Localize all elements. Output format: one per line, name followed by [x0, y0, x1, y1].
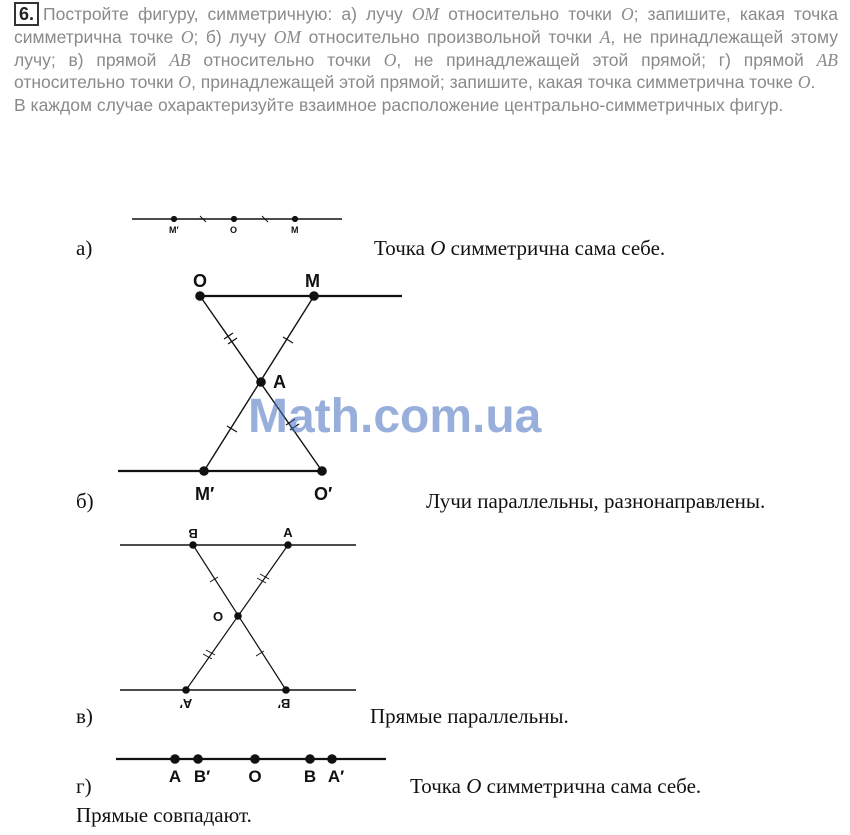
- task-var: O: [620, 4, 634, 24]
- point-a-prime: [183, 687, 190, 694]
- task-paragraph-2: В каждом случае охарактеризуйте взаимное расположение центрально-симметричных фигур.: [14, 94, 784, 115]
- figure-v: [120, 542, 356, 694]
- task-var: OM: [273, 27, 301, 47]
- label-m: M: [291, 225, 299, 235]
- answer-b-label: б): [76, 489, 94, 513]
- point-m-prime: [200, 467, 209, 476]
- task-var: AB: [169, 49, 191, 70]
- label-a: A: [273, 372, 286, 392]
- task-var: OM: [411, 4, 440, 24]
- label-o: O: [212, 609, 224, 624]
- label-a: A: [168, 767, 182, 786]
- label-a-prime: A′: [179, 696, 193, 711]
- answer-a-text: Точка O симметрична сама себе.: [374, 236, 666, 260]
- point-o: [251, 755, 260, 764]
- point-a: [257, 378, 266, 387]
- point-m: [310, 292, 319, 301]
- point-m: [292, 216, 297, 221]
- point-o: [196, 292, 205, 301]
- task-text: относительно точки: [190, 49, 384, 70]
- task-var: O: [180, 27, 194, 47]
- point-b-prime: [194, 755, 203, 764]
- answer-g-line2: Прямые совпадают.: [76, 803, 252, 827]
- answer-g-text: Точка O симметрична сама себе.: [410, 774, 702, 798]
- task-text: , принадлежащей этой прямой; запишите, какая точка симметрична точке: [191, 72, 798, 92]
- label-b-prime: B′: [277, 696, 291, 711]
- watermark: Math.com.ua: [248, 390, 542, 443]
- label-o: O: [230, 225, 238, 235]
- point-a-prime: [328, 755, 337, 764]
- figure-g: [116, 755, 386, 764]
- task-text: относительно точки: [14, 72, 179, 92]
- task-text: относительно произвольной точки: [300, 27, 600, 47]
- point-o: [235, 613, 242, 620]
- label-o-prime: O′: [314, 484, 333, 504]
- task-text: , не принадлежащей этой прямой; г) прямой: [396, 49, 817, 70]
- task-number: 6.: [14, 2, 39, 26]
- label-o: O: [193, 271, 208, 291]
- task-var: AB: [816, 49, 838, 70]
- point-o-prime: [318, 467, 327, 476]
- point-b: [190, 542, 197, 549]
- task-var: O: [178, 72, 192, 92]
- figure-b: [118, 292, 402, 476]
- point-a: [171, 755, 180, 764]
- task-text: ; б) лучу: [193, 27, 274, 47]
- point-m-prime: [171, 216, 176, 221]
- task-text: ; запишите, какая точка симметрична точке: [14, 4, 838, 47]
- label-o: O: [248, 767, 262, 786]
- label-m-prime: M′: [169, 225, 179, 235]
- answer-v-label: в): [76, 704, 93, 728]
- task-text: .: [810, 72, 816, 92]
- answer-b-text: Лучи параллельны, разнонаправлены.: [426, 489, 766, 513]
- label-m: M: [305, 271, 320, 291]
- label-a: A: [283, 525, 293, 540]
- label-m-prime: M′: [195, 484, 215, 504]
- point-b: [306, 755, 315, 764]
- point-o: [231, 216, 236, 221]
- task-var: O: [383, 49, 397, 70]
- label-b-prime: B′: [193, 767, 211, 786]
- task-var: A: [599, 27, 611, 47]
- label-b: B: [188, 526, 198, 541]
- task-text: относительно точки: [439, 4, 621, 24]
- task-text: , не принадлежащей этому лучу; в) прямой: [14, 27, 838, 70]
- task-var: O: [797, 72, 811, 92]
- point-a: [285, 542, 292, 549]
- answer-a-label: а): [76, 236, 93, 260]
- answer-g-label: г): [76, 774, 92, 798]
- label-a-prime: A′: [327, 767, 345, 786]
- task-text: Постройте фигуру, симметричную: а) лучу: [43, 4, 412, 24]
- answer-v-text: Прямые параллельны.: [370, 704, 569, 728]
- point-b-prime: [283, 687, 290, 694]
- figure-a: [132, 216, 342, 222]
- label-b: B: [303, 767, 317, 786]
